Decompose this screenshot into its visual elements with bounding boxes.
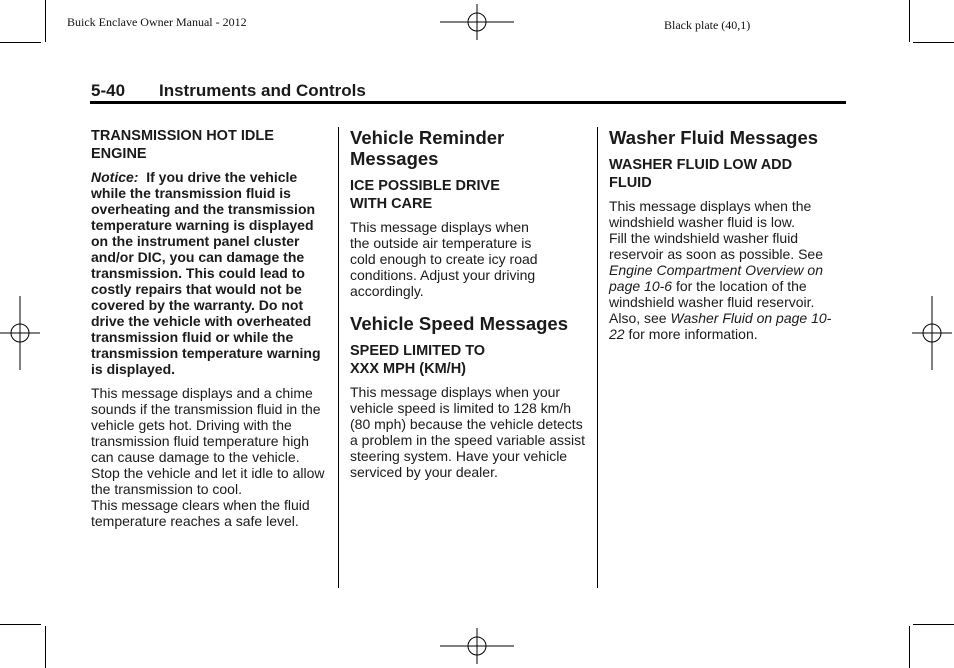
header-rule	[90, 101, 846, 104]
paragraph-text: Fill the windshield washer fluid reservoir as soon as possible. See	[609, 230, 823, 262]
subheading: SPEED LIMITED TO XXX MPH (KM/H)	[350, 343, 486, 377]
crop-mark	[909, 0, 910, 42]
notice-block	[91, 169, 329, 377]
paragraph: This message displays when the windshield washer fluid is low.	[609, 198, 812, 230]
crop-mark	[913, 42, 954, 43]
column-2	[350, 127, 586, 488]
crop-mark	[913, 624, 954, 625]
crop-mark	[45, 626, 46, 668]
page-number: 5-40	[91, 81, 126, 100]
paragraph: This message displays when your vehicle speed is limited to 128 km/h (80 mph) because the vehicle detects a problem in the speed variable assist steering system. Have your vehicle serviced by your dealer.	[350, 384, 586, 480]
section-heading: Vehicle Reminder Messages	[350, 127, 505, 169]
subheading: ICE POSSIBLE DRIVE WITH CARE	[350, 178, 500, 212]
notice-text: If you drive the vehicle while the transmission fluid is overheating and the transmission temperature warning is displayed on the instrument panel cluster and/or DIC, you can damage the transmission. This could lead to costly repairs that would not be covered by the warranty. Do not drive the vehicle with overheated transmission fluid or while the transmission temperature warning is displayed.	[91, 169, 321, 377]
paragraph: This message displays and a chime sounds if the transmission fluid in the vehicle gets hot. Driving with the transmission fluid temperature high can cause damage to the vehicle. Stop the vehicle and let it idle to allow the transmission to cool.	[91, 385, 325, 497]
column-3	[609, 127, 845, 350]
subheading: TRANSMISSION HOT IDLE ENGINE	[91, 128, 274, 162]
crop-mark	[45, 0, 46, 42]
print-header-left: Buick Enclave Owner Manual - 2012	[67, 15, 247, 29]
crop-mark	[909, 626, 910, 668]
crop-mark	[0, 624, 41, 625]
print-header-right: Black plate (40,1)	[664, 18, 751, 32]
paragraph-text: for more information.	[628, 326, 758, 342]
notice-label: Notice:	[91, 169, 139, 185]
paragraph: This message clears when the fluid temperature reaches a safe level.	[91, 497, 310, 529]
column-divider	[338, 127, 339, 588]
column-divider	[597, 127, 598, 588]
registration-mark-icon	[0, 296, 40, 370]
paragraph: This message displays when the outside air temperature is cold enough to create icy road conditions. Adjust your driving accordingly.	[350, 219, 538, 299]
cross-reference-link[interactable]: Washer Fluid on page 10-22	[609, 310, 832, 342]
paragraph	[609, 230, 845, 342]
subheading: WASHER FLUID LOW ADD FLUID	[609, 157, 793, 191]
registration-mark-icon	[440, 4, 514, 40]
section-heading: Washer Fluid Messages	[609, 127, 819, 148]
section-title: Instruments and Controls	[159, 81, 366, 100]
paragraph-text: for the location of the windshield washer fluid reservoir. Also, see	[609, 278, 815, 326]
registration-mark-icon	[440, 628, 514, 664]
column-1	[91, 127, 329, 537]
registration-mark-icon	[912, 296, 952, 370]
cross-reference-link[interactable]: Engine Compartment Overview on page 10-6	[609, 262, 823, 294]
crop-mark	[0, 42, 41, 43]
section-heading: Vehicle Speed Messages	[350, 313, 569, 334]
